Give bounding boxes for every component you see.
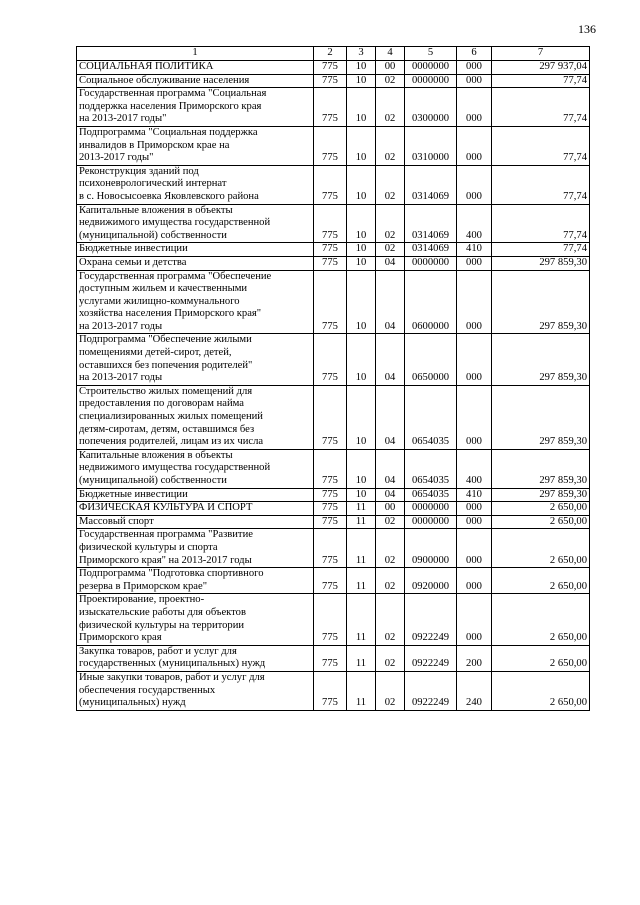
section-code-cell: 10 — [347, 488, 376, 502]
amount-cell: 2 650,00 — [492, 529, 590, 568]
expense-type-cell: 000 — [457, 74, 492, 88]
ministry-code-cell: 775 — [314, 488, 347, 502]
table-row — [77, 334, 590, 385]
subsection-code-cell: 02 — [376, 568, 405, 594]
target-article-cell: 0650000 — [405, 334, 457, 385]
expense-type-cell: 000 — [457, 594, 492, 645]
expense-type-cell: 200 — [457, 645, 492, 671]
amount-cell: 77,74 — [492, 126, 590, 165]
amount-cell: 2 650,00 — [492, 645, 590, 671]
table-row — [77, 671, 590, 710]
row-name-cell: Подпрограмма "Социальная поддержка инвалидов в Приморском крае на 2013-2017 годы" — [77, 126, 314, 165]
ministry-code-cell: 775 — [314, 126, 347, 165]
subsection-code-cell: 02 — [376, 126, 405, 165]
target-article-cell: 0654035 — [405, 488, 457, 502]
target-article-cell: 0000000 — [405, 74, 457, 88]
expense-type-cell: 400 — [457, 449, 492, 488]
ministry-code-cell: 775 — [314, 204, 347, 243]
table-row — [77, 61, 590, 75]
amount-cell: 2 650,00 — [492, 502, 590, 516]
subsection-code-cell: 04 — [376, 488, 405, 502]
table-row — [77, 165, 590, 204]
column-header: 4 — [376, 47, 405, 61]
target-article-cell: 0310000 — [405, 126, 457, 165]
section-code-cell: 11 — [347, 529, 376, 568]
section-code-cell: 11 — [347, 594, 376, 645]
subsection-code-cell: 04 — [376, 270, 405, 334]
table-row — [77, 385, 590, 449]
expense-type-cell: 240 — [457, 671, 492, 710]
expense-type-cell: 000 — [457, 88, 492, 127]
column-header: 3 — [347, 47, 376, 61]
subsection-code-cell: 02 — [376, 645, 405, 671]
amount-cell: 77,74 — [492, 204, 590, 243]
amount-cell: 297 859,30 — [492, 385, 590, 449]
subsection-code-cell: 00 — [376, 502, 405, 516]
column-header: 7 — [492, 47, 590, 61]
table-row — [77, 88, 590, 127]
table-row — [77, 74, 590, 88]
section-code-cell: 10 — [347, 165, 376, 204]
amount-cell: 77,74 — [492, 74, 590, 88]
budget-table — [76, 46, 590, 711]
subsection-code-cell: 04 — [376, 334, 405, 385]
section-code-cell: 11 — [347, 502, 376, 516]
table-row — [77, 529, 590, 568]
row-name-cell: Строительство жилых помещений для предоставления по договорам найма специализированных жилых помещений детям-сиротам, детям, оставшимся без попечения родителей, лицам из их числа — [77, 385, 314, 449]
target-article-cell: 0314069 — [405, 243, 457, 257]
table-row — [77, 515, 590, 529]
subsection-code-cell: 02 — [376, 529, 405, 568]
page-number: 136 — [578, 22, 596, 36]
expense-type-cell: 000 — [457, 568, 492, 594]
section-code-cell: 11 — [347, 645, 376, 671]
amount-cell: 77,74 — [492, 88, 590, 127]
ministry-code-cell: 775 — [314, 594, 347, 645]
row-name-cell: Реконструкция зданий под психоневрологический интернат в с. Новосысоевка Яковлевского района — [77, 165, 314, 204]
amount-cell: 297 859,30 — [492, 270, 590, 334]
expense-type-cell: 000 — [457, 529, 492, 568]
row-name-cell: Государственная программа "Социальная поддержка населения Приморского края на 2013-2017 годы" — [77, 88, 314, 127]
table-row — [77, 449, 590, 488]
target-article-cell: 0314069 — [405, 204, 457, 243]
subsection-code-cell: 00 — [376, 61, 405, 75]
ministry-code-cell: 775 — [314, 568, 347, 594]
table-row — [77, 270, 590, 334]
ministry-code-cell: 775 — [314, 165, 347, 204]
ministry-code-cell: 775 — [314, 671, 347, 710]
ministry-code-cell: 775 — [314, 449, 347, 488]
section-code-cell: 11 — [347, 671, 376, 710]
subsection-code-cell: 04 — [376, 449, 405, 488]
subsection-code-cell: 02 — [376, 204, 405, 243]
section-code-cell: 11 — [347, 515, 376, 529]
target-article-cell: 0300000 — [405, 88, 457, 127]
row-name-cell: Государственная программа "Развитие физической культуры и спорта Приморского края" на 2013-2017 годы — [77, 529, 314, 568]
ministry-code-cell: 775 — [314, 270, 347, 334]
ministry-code-cell: 775 — [314, 385, 347, 449]
section-code-cell: 10 — [347, 61, 376, 75]
row-name-cell: ФИЗИЧЕСКАЯ КУЛЬТУРА И СПОРТ — [77, 502, 314, 516]
ministry-code-cell: 775 — [314, 334, 347, 385]
ministry-code-cell: 775 — [314, 645, 347, 671]
section-code-cell: 11 — [347, 568, 376, 594]
table-row — [77, 502, 590, 516]
subsection-code-cell: 04 — [376, 385, 405, 449]
table-header-row — [77, 47, 590, 61]
section-code-cell: 10 — [347, 204, 376, 243]
subsection-code-cell: 02 — [376, 594, 405, 645]
table-row — [77, 594, 590, 645]
section-code-cell: 10 — [347, 74, 376, 88]
table-row — [77, 126, 590, 165]
row-name-cell: Капитальные вложения в объекты недвижимого имущества государственной (муниципальной) собственности — [77, 204, 314, 243]
section-code-cell: 10 — [347, 88, 376, 127]
amount-cell: 297 859,30 — [492, 334, 590, 385]
target-article-cell: 0920000 — [405, 568, 457, 594]
row-name-cell: Массовый спорт — [77, 515, 314, 529]
ministry-code-cell: 775 — [314, 502, 347, 516]
amount-cell: 297 937,04 — [492, 61, 590, 75]
amount-cell: 2 650,00 — [492, 568, 590, 594]
ministry-code-cell: 775 — [314, 243, 347, 257]
row-name-cell: Бюджетные инвестиции — [77, 243, 314, 257]
target-article-cell: 0314069 — [405, 165, 457, 204]
column-header: 1 — [77, 47, 314, 61]
target-article-cell: 0922249 — [405, 645, 457, 671]
expense-type-cell: 410 — [457, 243, 492, 257]
ministry-code-cell: 775 — [314, 88, 347, 127]
table-row — [77, 256, 590, 270]
row-name-cell: Государственная программа "Обеспечение доступным жильем и качественными услугами жилищно-коммунального хозяйства населения Приморского края" на 2013-2017 годы — [77, 270, 314, 334]
amount-cell: 77,74 — [492, 165, 590, 204]
target-article-cell: 0654035 — [405, 449, 457, 488]
subsection-code-cell: 04 — [376, 256, 405, 270]
ministry-code-cell: 775 — [314, 61, 347, 75]
expense-type-cell: 000 — [457, 502, 492, 516]
row-name-cell: Охрана семьи и детства — [77, 256, 314, 270]
row-name-cell: Социальное обслуживание населения — [77, 74, 314, 88]
target-article-cell: 0922249 — [405, 594, 457, 645]
column-header: 2 — [314, 47, 347, 61]
expense-type-cell: 000 — [457, 165, 492, 204]
section-code-cell: 10 — [347, 385, 376, 449]
amount-cell: 77,74 — [492, 243, 590, 257]
amount-cell: 297 859,30 — [492, 488, 590, 502]
target-article-cell: 0922249 — [405, 671, 457, 710]
subsection-code-cell: 02 — [376, 165, 405, 204]
row-name-cell: Капитальные вложения в объекты недвижимого имущества государственной (муниципальной) собственности — [77, 449, 314, 488]
subsection-code-cell: 02 — [376, 515, 405, 529]
subsection-code-cell: 02 — [376, 671, 405, 710]
section-code-cell: 10 — [347, 270, 376, 334]
target-article-cell: 0900000 — [405, 529, 457, 568]
target-article-cell: 0000000 — [405, 515, 457, 529]
ministry-code-cell: 775 — [314, 74, 347, 88]
table-row — [77, 243, 590, 257]
expense-type-cell: 000 — [457, 61, 492, 75]
table-row — [77, 568, 590, 594]
ministry-code-cell: 775 — [314, 256, 347, 270]
table-row — [77, 645, 590, 671]
expense-type-cell: 000 — [457, 334, 492, 385]
amount-cell: 2 650,00 — [492, 671, 590, 710]
amount-cell: 2 650,00 — [492, 594, 590, 645]
target-article-cell: 0000000 — [405, 256, 457, 270]
amount-cell: 297 859,30 — [492, 256, 590, 270]
expense-type-cell: 400 — [457, 204, 492, 243]
subsection-code-cell: 02 — [376, 74, 405, 88]
expense-type-cell: 000 — [457, 256, 492, 270]
subsection-code-cell: 02 — [376, 88, 405, 127]
expense-type-cell: 000 — [457, 126, 492, 165]
row-name-cell: Бюджетные инвестиции — [77, 488, 314, 502]
table-row — [77, 488, 590, 502]
subsection-code-cell: 02 — [376, 243, 405, 257]
ministry-code-cell: 775 — [314, 515, 347, 529]
amount-cell: 2 650,00 — [492, 515, 590, 529]
section-code-cell: 10 — [347, 243, 376, 257]
section-code-cell: 10 — [347, 449, 376, 488]
target-article-cell: 0654035 — [405, 385, 457, 449]
amount-cell: 297 859,30 — [492, 449, 590, 488]
section-code-cell: 10 — [347, 256, 376, 270]
row-name-cell: Закупка товаров, работ и услуг для государственных (муниципальных) нужд — [77, 645, 314, 671]
target-article-cell: 0000000 — [405, 502, 457, 516]
row-name-cell: Иные закупки товаров, работ и услуг для обеспечения государственных (муниципальных) нужд — [77, 671, 314, 710]
expense-type-cell: 410 — [457, 488, 492, 502]
column-header: 5 — [405, 47, 457, 61]
section-code-cell: 10 — [347, 334, 376, 385]
row-name-cell: Проектирование, проектно- изыскательские работы для объектов физической культуры на территории Приморского края — [77, 594, 314, 645]
column-header: 6 — [457, 47, 492, 61]
row-name-cell: СОЦИАЛЬНАЯ ПОЛИТИКА — [77, 61, 314, 75]
target-article-cell: 0000000 — [405, 61, 457, 75]
expense-type-cell: 000 — [457, 515, 492, 529]
row-name-cell: Подпрограмма "Подготовка спортивного резерва в Приморском крае" — [77, 568, 314, 594]
expense-type-cell: 000 — [457, 270, 492, 334]
expense-type-cell: 000 — [457, 385, 492, 449]
table-row — [77, 204, 590, 243]
section-code-cell: 10 — [347, 126, 376, 165]
ministry-code-cell: 775 — [314, 529, 347, 568]
target-article-cell: 0600000 — [405, 270, 457, 334]
row-name-cell: Подпрограмма "Обеспечение жилыми помещениями детей-сирот, детей, оставшихся без попечения родителей" на 2013-2017 годы — [77, 334, 314, 385]
